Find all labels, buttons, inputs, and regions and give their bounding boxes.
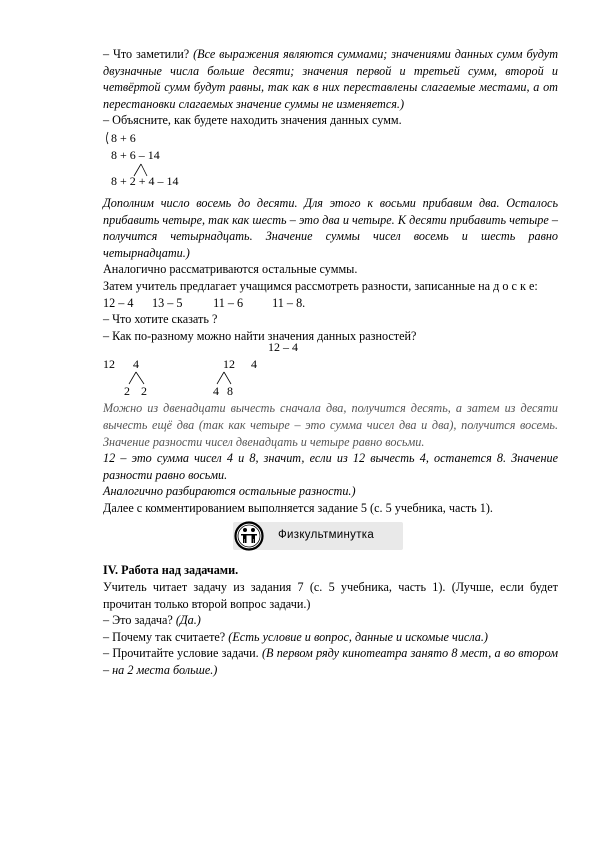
teacher-question: – Почему так считаете? — [103, 629, 226, 644]
student-answer: (Есть условие и вопрос, данные и искомые числа.) — [228, 629, 488, 644]
scheme-number: 8 — [227, 384, 233, 399]
paragraph-why — [103, 629, 558, 646]
paragraph-what-noticed — [103, 46, 558, 112]
teacher-question: – Что заметили? — [103, 47, 190, 61]
section-heading: IV. Работа над задачами. — [103, 563, 239, 578]
paragraph-read-condition — [103, 645, 558, 678]
differences-row — [103, 295, 558, 312]
paragraph-task-7: Учитель читает задачу из задания 7 (с. 5 учебника, часть 1). (Лучше, если будет прочитан только второй вопрос задачи.) — [103, 580, 558, 611]
scheme-line: 8 + 6 — [111, 130, 136, 145]
scheme-number: 4 — [251, 357, 257, 372]
scheme-number: 12 — [103, 357, 115, 372]
paragraph-sum-explanation: Дополним число восемь до десяти. Для этого к восьми прибавим два. Осталось прибавить четыре, так как шесть – это два и четыре. К десяти прибавить четыре – получится четырнадцать. Значение суммы чисел восемь и шесть равно четырнадцати.) — [103, 195, 558, 260]
scheme-number: 2 — [141, 384, 147, 399]
decomposition-lines — [103, 129, 223, 189]
scheme-line: 8 + 6 – 14 — [111, 147, 160, 162]
student-answer: (Все выражения являются суммами; значениями данных сумм будут двузначные числа больше десяти; значения первой и третьей сумм, второй и четвёртой сумм будут равны, так как в них переставлены слагаемые местами, а от перестановки слагаемых значение суммы не изменяется.) — [103, 47, 558, 111]
bracket-mark — [107, 132, 109, 144]
scheme-top-expression: 12 – 4 — [268, 340, 298, 355]
difference-item: 12 – 4 — [103, 295, 134, 310]
difference-decomposition-scheme — [103, 340, 558, 400]
split-line — [224, 372, 231, 384]
difference-item: 11 – 8. — [272, 295, 306, 310]
paragraph-task-5: Далее с комментированием выполняется задание 5 (с. 5 учебника, часть 1). — [103, 500, 493, 515]
paragraph-explain-question — [103, 112, 558, 129]
difference-item: 11 – 6 — [213, 295, 244, 310]
split-line — [129, 372, 136, 384]
paragraph-difference-explanation: Можно из двенадцати вычесть сначала два, получится десять, а затем из десяти вычесть ещё два (так как четыре – это сумма чисел два и два), получится восемь. Значение разности чисел двенадцать и четыре равно восьми. — [103, 401, 558, 449]
teacher-question: – Прочитайте условие задачи. — [103, 646, 259, 661]
decomposition-line-left — [134, 164, 141, 176]
teacher-question: – Объясните, как будете находить значения данных сумм. — [103, 113, 402, 128]
scheme-number: 2 — [124, 384, 130, 399]
student-answer: (В первом ряду кинотеатра занято 8 мест, а во втором – на 2 места больше.) — [103, 646, 558, 678]
scheme-number: 4 — [213, 384, 219, 399]
split-line — [217, 372, 224, 384]
scheme-number: 12 — [223, 357, 235, 372]
paragraph-similar-sums: Аналогично рассматриваются остальные суммы. — [103, 262, 358, 277]
banner-label: Физкультминутка — [278, 529, 375, 542]
student-answer: (Да.) — [175, 613, 201, 628]
sum-decomposition-scheme — [103, 129, 558, 191]
paragraph-difference-explanation-2: 12 – это сумма чисел 4 и 8, значит, если из 12 вычесть 4, останется 8. Значение разности равно восьми. — [103, 451, 558, 482]
paragraph-similar-differences: Аналогично разбираются остальные разности.) — [103, 484, 356, 499]
two-people-icon — [234, 521, 264, 551]
paragraph-what-to-say: – Что хотите сказать ? — [103, 312, 218, 327]
decomposition-line-right — [141, 164, 147, 176]
scheme-number: 4 — [133, 357, 139, 372]
difference-lines — [103, 344, 303, 400]
paragraph-differences-intro: Затем учитель предлагает учащимся рассмотреть разности, записанные на д о с к е: — [103, 278, 538, 293]
teacher-question: – Это задача? — [103, 613, 173, 628]
split-line — [136, 372, 144, 384]
difference-item: 13 – 5 — [152, 295, 183, 310]
document-page — [103, 46, 558, 679]
paragraph-how-to-find: – Как по-разному можно найти значения данных разностей? — [103, 328, 417, 343]
paragraph-is-task — [103, 612, 558, 629]
physical-break-banner — [103, 522, 558, 552]
scheme-line: 8 + 2 + 4 – 14 — [111, 173, 179, 188]
